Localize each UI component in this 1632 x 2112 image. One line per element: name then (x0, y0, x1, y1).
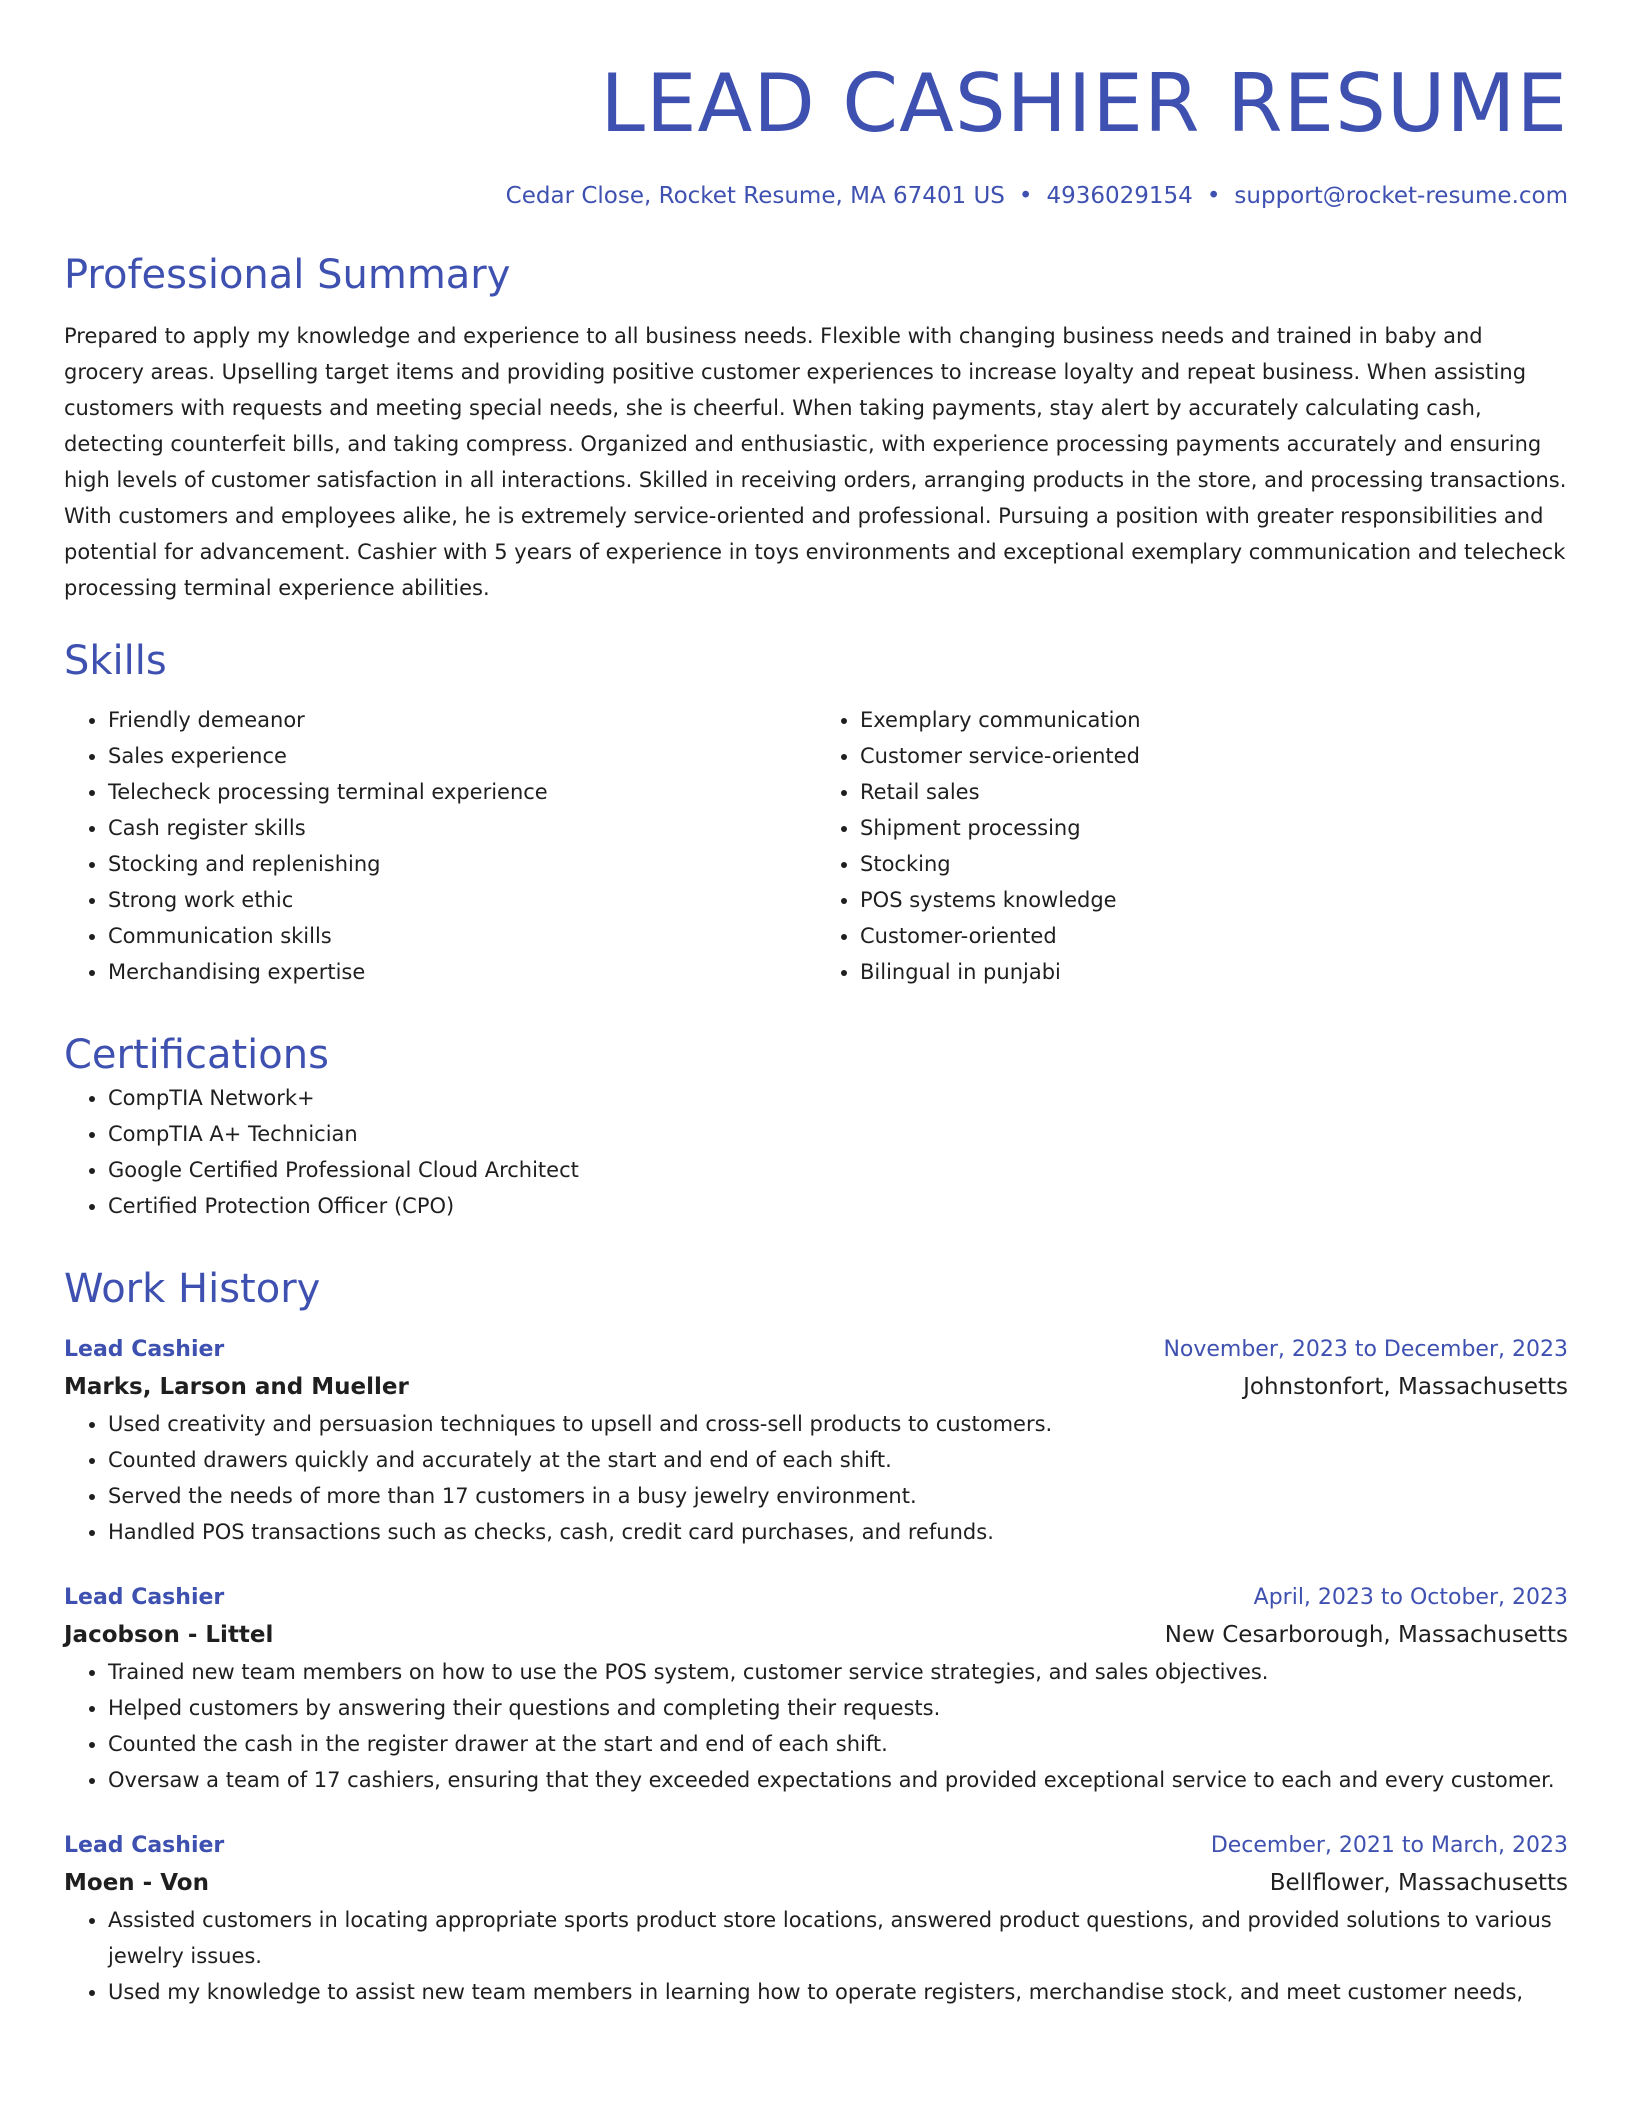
job-role: Lead Cashier (64, 1585, 225, 1610)
contact-separator: • (1018, 183, 1033, 209)
skill-item: • Exemplary communication (860, 702, 1568, 738)
resume-title: LEAD CASHIER RESUME (600, 57, 1568, 150)
job-bullet: • Counted drawers quickly and accurately at the start and end of each shift. (108, 1442, 1568, 1478)
job-company-row (64, 1368, 1568, 1406)
job-bullet: • Oversaw a team of 17 cashiers, ensuring that they exceeded expectations and provided exceptional service to each and every customer. (108, 1762, 1568, 1798)
skills-list-right (816, 702, 1568, 990)
job-location: New Cesarborough, Massachusetts (1164, 1622, 1568, 1648)
job-dates: April, 2023 to October, 2023 (1253, 1585, 1568, 1610)
contact-phone: 4936029154 (1046, 183, 1193, 209)
skill-item: • Communication skills (108, 918, 816, 954)
certification-item: • Certified Protection Officer (CPO) (108, 1188, 1568, 1224)
job-entry (64, 1580, 1568, 1798)
certification-item: • CompTIA Network+ (108, 1080, 1568, 1116)
job-title-row (64, 1828, 1568, 1864)
job-role: Lead Cashier (64, 1337, 225, 1362)
job-company: Moen - Von (64, 1870, 209, 1896)
job-bullet: • Handled POS transactions such as checks, cash, credit card purchases, and refunds. (108, 1514, 1568, 1550)
work-history-heading: Work History (64, 1266, 321, 1312)
job-bullet: • Served the needs of more than 17 customers in a busy jewelry environment. (108, 1478, 1568, 1514)
skill-item: • Retail sales (860, 774, 1568, 810)
job-bullet: • Counted the cash in the register drawer at the start and end of each shift. (108, 1726, 1568, 1762)
job-location: Johnstonfort, Massachusetts (1243, 1374, 1568, 1400)
job-bullet: • Helped customers by answering their questions and completing their requests. (108, 1690, 1568, 1726)
skill-item: • Cash register skills (108, 810, 816, 846)
job-entry (64, 1828, 1568, 2010)
contact-email: support@rocket-resume.com (1234, 183, 1568, 209)
contact-address: Cedar Close, Rocket Resume, MA 67401 US (505, 183, 1005, 209)
skill-item: • Bilingual in punjabi (860, 954, 1568, 990)
job-title-row (64, 1580, 1568, 1616)
job-bullet: • Used my knowledge to assist new team members in learning how to operate registers, merchandise stock, and meet customer needs, (108, 1974, 1568, 2010)
job-entry (64, 1332, 1568, 1550)
skill-item: • Telecheck processing terminal experience (108, 774, 816, 810)
job-bullet: • Trained new team members on how to use the POS system, customer service strategies, and sales objectives. (108, 1654, 1568, 1690)
skill-item: • Strong work ethic (108, 882, 816, 918)
job-bullets (64, 1902, 1568, 2010)
contact-line (64, 180, 1568, 212)
job-bullet: • Assisted customers in locating appropriate sports product store locations, answered product questions, and provided solutions to various jewelry issues. (108, 1902, 1568, 1974)
job-dates: November, 2023 to December, 2023 (1163, 1337, 1568, 1362)
resume-header (64, 0, 1568, 212)
certifications-list (64, 1080, 1568, 1224)
skill-item: • POS systems knowledge (860, 882, 1568, 918)
skills-list-left (64, 702, 816, 990)
skills-grid (64, 702, 1568, 990)
certification-item: • CompTIA A+ Technician (108, 1116, 1568, 1152)
skill-item: • Friendly demeanor (108, 702, 816, 738)
skills-heading: Skills (64, 638, 167, 684)
skill-item: • Stocking (860, 846, 1568, 882)
skills-column-left (64, 702, 816, 990)
job-bullet: • Used creativity and persuasion techniques to upsell and cross-sell products to customers. (108, 1406, 1568, 1442)
summary-heading: Professional Summary (64, 252, 511, 298)
job-title-row (64, 1332, 1568, 1368)
job-bullets (64, 1406, 1568, 1550)
certification-item: • Google Certified Professional Cloud Architect (108, 1152, 1568, 1188)
job-dates: December, 2021 to March, 2023 (1210, 1833, 1568, 1858)
skills-column-right (816, 702, 1568, 990)
skill-item: • Merchandising expertise (108, 954, 816, 990)
job-location: Bellflower, Massachusetts (1269, 1870, 1568, 1896)
skill-item: • Customer service-oriented (860, 738, 1568, 774)
skill-item: • Sales experience (108, 738, 816, 774)
job-bullets (64, 1654, 1568, 1798)
job-company: Jacobson - Littel (64, 1622, 274, 1648)
skill-item: • Customer-oriented (860, 918, 1568, 954)
job-company-row (64, 1616, 1568, 1654)
job-role: Lead Cashier (64, 1833, 225, 1858)
skill-item: • Stocking and replenishing (108, 846, 816, 882)
summary-text: Prepared to apply my knowledge and experience to all business needs. Flexible with changing business needs and trained in baby and grocery areas. Upselling target items and providing positive customer experiences to increase loyalty and repeat business. When assisting customers with requests and meeting special needs, she is cheerful. When taking payments, stay alert by accurately calculating cash, detecting counterfeit bills, and taking compress. Organized and enthusiastic, with experience processing payments accurately and ensuring high levels of customer satisfaction in all interactions. Skilled in receiving orders, arranging products in the store, and processing transactions. With customers and employees alike, he is extremely service-oriented and professional. Pursuing a position with greater responsibilities and potential for advancement. Cashier with 5 years of experience in toys environments and exceptional exemplary communication and telecheck processing terminal experience abilities. (64, 324, 1567, 600)
job-company-row (64, 1864, 1568, 1902)
job-company: Marks, Larson and Mueller (64, 1374, 409, 1400)
certifications-heading: Certifications (64, 1032, 329, 1078)
skill-item: • Shipment processing (860, 810, 1568, 846)
contact-separator: • (1206, 183, 1221, 209)
